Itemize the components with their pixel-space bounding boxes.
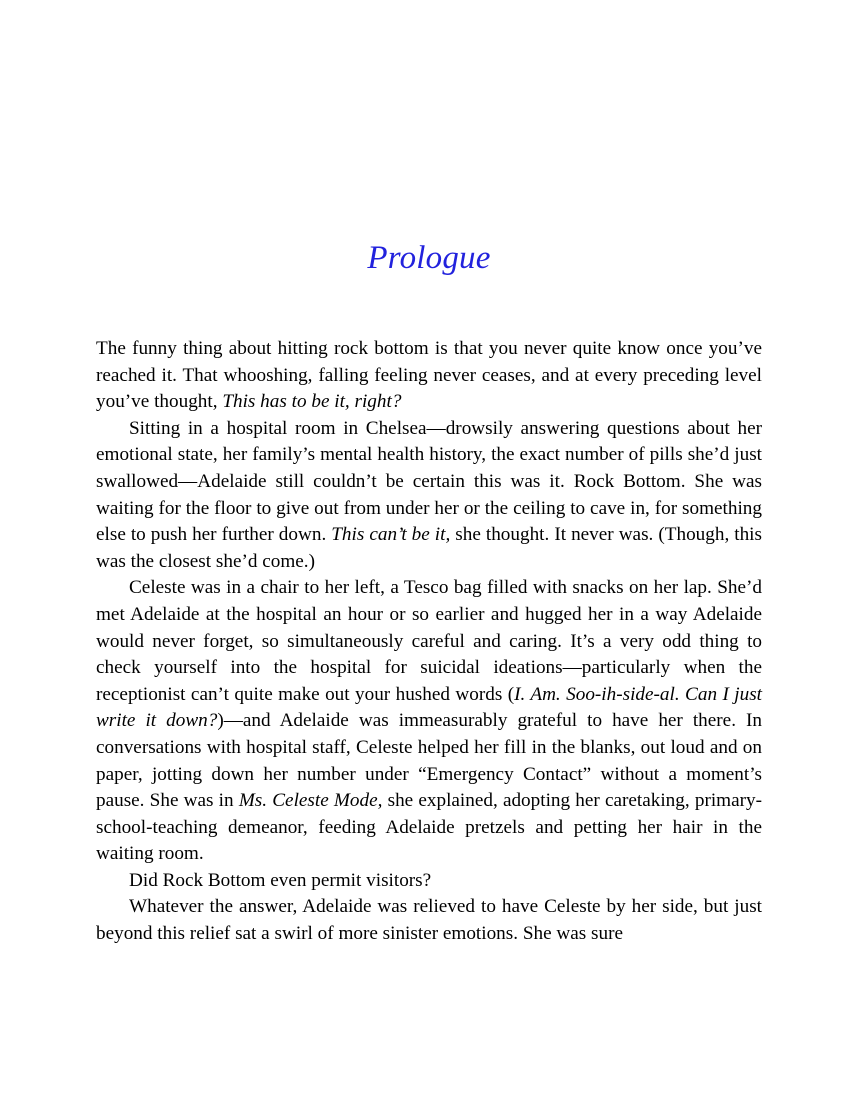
body-text	[96, 336, 762, 948]
body-run: Did Rock Bottom even permit visitors?	[129, 869, 432, 891]
body-run: she explained, adopting her caretaking, primary-school-teaching demeanor, feeding Adelaide pretzels and petting her hair in the waiting room.	[96, 790, 762, 865]
body-run: Whatever the answer, Adelaide was relieved to have Celeste by her side, but just beyond this relief sat a swirl of more sinister emotions. She was sure	[96, 896, 762, 945]
paragraph	[96, 868, 762, 895]
emphasis-text: Ms. Celeste Mode,	[238, 790, 383, 812]
paragraph	[96, 416, 762, 576]
emphasis-text: This can’t be it,	[331, 524, 451, 546]
paragraph	[96, 894, 762, 947]
chapter-title: Prologue	[367, 240, 491, 276]
emphasis-text: I. Am. Soo-ih-side-al. Can I just write it down?	[96, 683, 762, 732]
body-run: Celeste was in a chair to her left, a Tesco bag filled with snacks on her lap. She’d met Adelaide at the hospital an hour or so earlier and hugged her in a way Adelaide would never forget, so simultaneously careful and caring. It’s a very odd thing to check yourself into the hospital for suicidal ideations—particularly when the receptionist can’t quite make out your hushed words (	[96, 577, 762, 705]
body-run: she thought. It never was. (Though, this was the closest she’d come.)	[96, 524, 762, 572]
body-run: Sitting in a hospital room in Chelsea—drowsily answering questions about her emotional state, her family’s mental health history, the exact number of pills she’d just swallowed—Adelaide still couldn’t be certain this was it. Rock Bottom. She was waiting for the floor to give out from under her or the ceiling to cave in, for something else to push her further down.	[96, 417, 762, 546]
paragraph	[96, 575, 762, 868]
body-run: )—and Adelaide was immeasurably grateful to have her there. In conversations with hospital staff, Celeste helped her fill in the blanks, out loud and on paper, jotting down her number under “Emergency Contact” without a moment’s pause. She was in	[96, 710, 762, 812]
body-run: The funny thing about hitting rock bottom is that you never quite know once you’ve reached it. That whooshing, falling feeling never ceases, and at every preceding level you’ve thought,	[96, 338, 762, 413]
paragraph	[96, 336, 762, 416]
emphasis-text: This has to be it, right?	[222, 391, 402, 413]
